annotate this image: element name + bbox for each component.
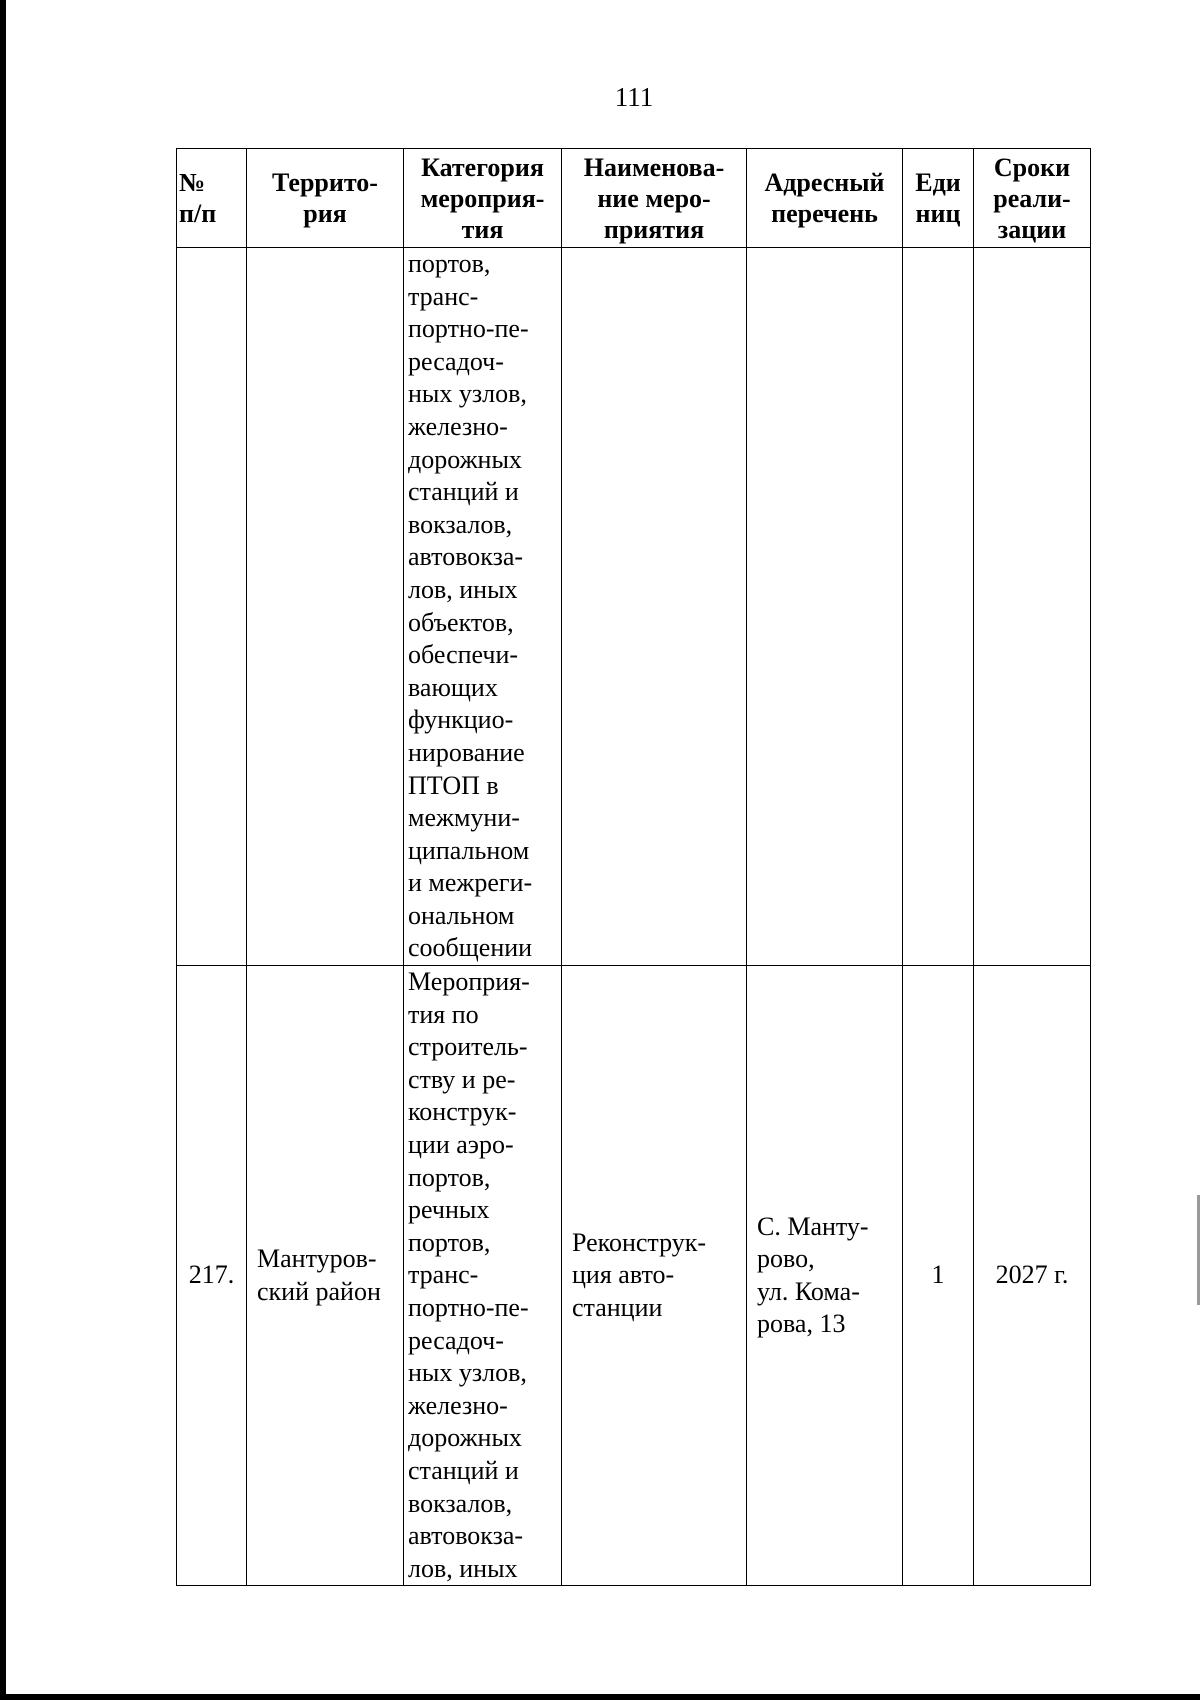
cell-measure-name [562,248,747,966]
header-row [177,149,1091,248]
header-period: Сроки реали- зации [974,149,1091,248]
cell-units [903,248,974,966]
page-number: 111 [614,82,654,112]
table-row [177,966,1091,1586]
scan-border-left [0,0,6,1700]
header-category: Категория мероприя- тия [404,149,562,248]
table-row [177,248,1091,966]
cell-category: Мероприя- тия по строитель- ству и ре- конструк- ции аэро- портов, речных портов, транс- портно-пе- ресадоч- ных узлов, железно- дорожных станций и вокзалов, автовокза- лов, иных [404,966,562,1586]
cell-territory: Мантуров- ский район [247,966,404,1586]
header-territory: Террито- рия [247,149,404,248]
cell-number [177,248,247,966]
table-header [177,149,1091,248]
cell-category: портов, транс- портно-пе- ресадоч- ных узлов, железно- дорожных станций и вокзалов, автовокза- лов, иных объектов, обеспечи- вающих функцио- нирование ПТОП в межмуни- ципальном и межреги- ональном сообщении [404,248,562,966]
cell-number: 217. [177,966,247,1586]
scan-border-bottom [0,1694,1200,1700]
measures-table [176,148,1091,1586]
header-units: Еди ниц [903,149,974,248]
cell-measure-name: Реконструк- ция авто- станции [562,966,747,1586]
header-measure-name: Наименова- ние меро- приятия [562,149,747,248]
cell-address: С. Манту- рово, ул. Кома- рова, 13 [747,966,903,1586]
cell-period: 2027 г. [974,966,1091,1586]
header-address: Адресный перечень [747,149,903,248]
header-number: № п/п [177,149,247,248]
cell-address [747,248,903,966]
cell-period [974,248,1091,966]
cell-territory [247,248,404,966]
cell-units: 1 [903,966,974,1586]
